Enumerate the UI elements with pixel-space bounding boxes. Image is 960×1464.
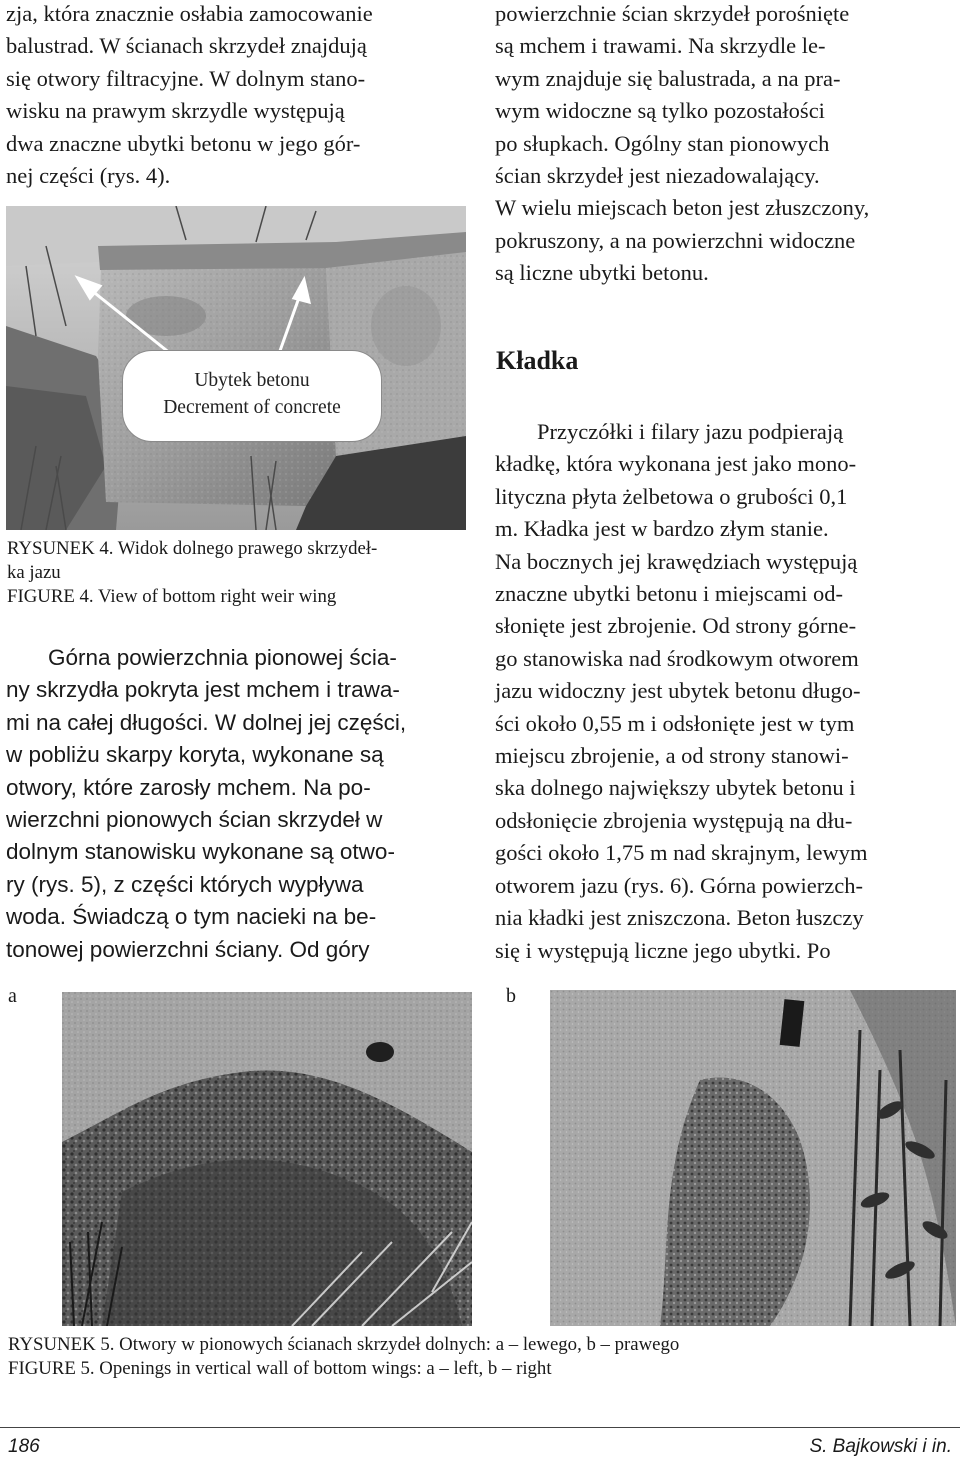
- figure-5-panel-label-a: a: [8, 985, 17, 1007]
- text-line: słonięte jest zbrojenie. Od strony górne-: [495, 613, 857, 639]
- text-line: mi na całej długości. W dolnej jej części,: [6, 709, 407, 735]
- callout-english-label: Decrement of concrete: [163, 397, 341, 418]
- figure-4-caption: [7, 537, 467, 609]
- figure-5-caption: [8, 1333, 958, 1381]
- figure-5a-photo: [62, 992, 472, 1326]
- text-line: go stanowiska nad środkowym otworem: [495, 645, 859, 671]
- left-column-body-text: [6, 642, 467, 966]
- caption-polish-line: ka jazu: [7, 562, 61, 583]
- text-line: ry (rys. 5), z części których wypływa: [6, 871, 364, 897]
- figure-5b-photo: [550, 990, 956, 1326]
- text-line: się i występują liczne jego ubytki. Po: [495, 937, 831, 963]
- text-line: otworem jazu (rys. 6). Górna powierzch-: [495, 872, 863, 898]
- right-column-top-text: [495, 0, 957, 290]
- text-line: Na bocznych jej krawędziach występują: [495, 548, 858, 574]
- text-line: w pobliżu skarpy koryta, wykonane są: [6, 742, 384, 768]
- text-line: W wielu miejscach beton jest złuszczony,: [495, 195, 870, 221]
- text-line: zja, która znacznie osłabia zamocowanie: [6, 1, 373, 26]
- page-number: 186: [8, 1436, 40, 1457]
- text-line: wierzchni pionowych ścian skrzydeł w: [6, 807, 383, 833]
- text-line: jazu widoczny jest ubytek betonu długo-: [495, 678, 861, 704]
- text-line: gości około 1,75 m nad skrajnym, lewym: [495, 840, 868, 866]
- section-title: Kładka: [496, 346, 579, 375]
- text-line: wisku na prawym skrzydle występują: [6, 98, 345, 124]
- running-author: S. Bajkowski i in.: [809, 1436, 952, 1457]
- text-line: znaczne ubytki betonu i miejscami od-: [495, 581, 844, 607]
- caption-polish-line: RYSUNEK 5. Otwory w pionowych ścianach skrzydeł dolnych: a – lewego, b – prawego: [8, 1334, 680, 1355]
- text-line: nej części (rys. 4).: [6, 163, 171, 189]
- text-line: Przyczółki i filary jazu podpierają: [537, 419, 844, 444]
- text-line: po słupkach. Ogólny stan pionowych: [495, 130, 830, 156]
- text-line: balustrad. W ścianach skrzydeł znajdują: [6, 33, 367, 59]
- text-line: odsłonięcie zbrojenia występują na dłu-: [495, 807, 853, 833]
- caption-english-line: FIGURE 4. View of bottom right weir wing: [7, 586, 337, 607]
- text-line: powierzchnie ścian skrzydeł porośnięte: [495, 1, 850, 26]
- text-line: nia kładki jest zniszczona. Beton łuszczy: [495, 905, 864, 931]
- figure-4-callout: [122, 350, 382, 442]
- text-line: lityczna płyta żelbetowa o grubości 0,1: [495, 483, 848, 509]
- text-line: ści około 0,55 m i odsłonięte jest w tym: [495, 710, 855, 736]
- text-line: tonowej powierzchni ściany. Od góry: [6, 936, 370, 962]
- text-line: kładkę, która wykonana jest jako mono-: [495, 451, 857, 477]
- text-line: się otwory filtracyjne. W dolnym stano-: [6, 65, 366, 91]
- text-line: są liczne ubytki betonu.: [495, 260, 709, 286]
- right-column-body-text: [495, 416, 957, 967]
- text-line: Górna powierzchnia pionowej ścia-: [48, 645, 397, 670]
- text-line: dwa znaczne ubytki betonu w jego gór-: [6, 130, 361, 156]
- callout-polish-label: Ubytek betonu: [194, 370, 310, 391]
- text-line: pokruszony, a na powierzchni widoczne: [495, 227, 856, 253]
- text-line: woda. Świadczą o tym nacieki na be-: [6, 904, 377, 930]
- text-line: są mchem i trawami. Na skrzydle le-: [495, 33, 826, 59]
- left-column-top-text: [6, 0, 467, 192]
- text-line: ny skrzydła pokryta jest mchem i trawa-: [6, 677, 400, 703]
- text-line: dolnym stanowisku wykonane są otwo-: [6, 839, 395, 865]
- caption-polish-line: RYSUNEK 4. Widok dolnego prawego skrzydeł-: [7, 538, 378, 559]
- text-line: ska dolnego największy ubytek betonu i: [495, 775, 856, 801]
- text-line: ścian skrzydeł jest niezadowalający.: [495, 163, 820, 189]
- text-line: wym znajduje się balustrada, a na pra-: [495, 65, 841, 91]
- footer-divider: [0, 1427, 960, 1428]
- text-line: miejscu zbrojenie, a od strony stanowi-: [495, 743, 849, 769]
- figure-5-panel-label-b: b: [506, 985, 516, 1007]
- caption-english-line: FIGURE 5. Openings in vertical wall of bottom wings: a – left, b – right: [8, 1358, 552, 1379]
- text-line: otwory, które zarosły mchem. Na po-: [6, 774, 371, 800]
- text-line: wym widoczne są tylko pozostałości: [495, 98, 825, 124]
- text-line: m. Kładka jest w bardzo złym stanie.: [495, 516, 829, 542]
